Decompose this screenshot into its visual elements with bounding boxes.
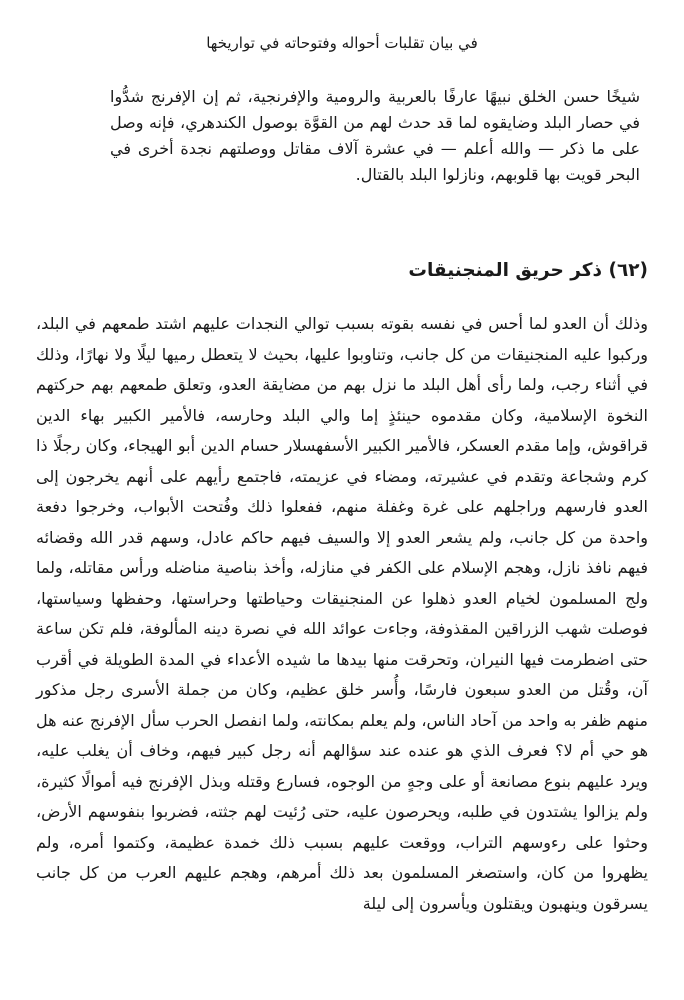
continued-paragraph-block (110, 84, 640, 188)
continued-paragraph: شيخًا حسن الخلق نبيهًا عارفًا بالعربية والرومية والإفرنجية، ثم إن الإفرنج شدُّوا في حصار البلد وضايقوه لما قد حدث لهم من القوَّة بوصول الكندهري، فإنه وصل على ما ذكر — والله أعلم — في عشرة آلاف مقاتل ووصلتهم نجدة أخرى في البحر قويت بها قلوبهم، ونازلوا البلد بالقتال. (110, 87, 640, 184)
section-body-block (36, 309, 648, 919)
section-body-paragraph: وذلك أن العدو لما أحس في نفسه بقوته بسبب توالي النجدات عليهم اشتد طمعهم في البلد، وركبوا عليه المنجنيقات من كل جانب، وتناوبوا عليها، بحيث لا يتعطل رميها ليلًا ولا نهارًا، وذلك في أثناء رجب، ولما رأى أهل البلد ما نزل بهم من مضايقة العدو، وتعلق طمعهم بهم حركتهم النخوة الإسلامية، وكان مقدموه حينئذٍ إما والي البلد وحارسه، فالأمير الكبير بهاء الدين قراقوش، وإما مقدم العسكر، فالأمير الكبير الأسفهسلار حسام الدين أبو الهيجاء، وكان رجلًا ذا كرم وشجاعة وتقدم في عشيرته، ومضاء في عزيمته، فاجتمع رأيهم على أنهم يخرجون إلى العدو فارسهم وراجلهم على غرة وغفلة منهم، ففعلوا ذلك وفُتحت الأبواب، وخرجوا دفعة واحدة من كل جانب، ولم يشعر العدو إلا والسيف فيهم حاكم عادل، وسهم قدر الله وقضائه فيهم نافذ نازل، وهجم الإسلام على الكفر في منازله، وأخذ بناصية مناضله ورأس مقاتله، ولما ولج المسلمون لخيام العدو ذهلوا عن المنجنيقات وحياطتها وحراستها، وحفظها وسياستها، فوصلت شهب الزراقين المقذوفة، وجاءت عوائد الله في نصرة دينه المألوفة، فلم تكن ساعة حتى اضطرمت فيها النيران، وتحرقت منها بيدها ما شيده الأعداء في المدة الطويلة في أقرب آن، وقُتل من العدو سبعون فارسًا، وأُسر خلق عظيم، وكان من جملة الأسرى رجل مذكور منهم ظفر به واحد من آحاد الناس، ولم يعلم بمكانته، ولما انفصل الحرب سأل الإفرنج عنه هل هو حي أم لا؟ فعرف الذي هو عنده عند سؤالهم أنه رجل كبير فيهم، وخاف أن يغلب عليه، ويرد عليهم بنوع مصانعة أو على وجهٍ من الوجوه، فسارع وقتله وبذل الإفرنج فيه أموالًا كثيرة، ولم يزالوا يشتدون في طلبه، ويحرصون عليه، حتى رُئيت لهم جثته، فضربوا بنفوسهم الأرض، وحثوا على رءوسهم التراب، ووقعت عليهم بسبب ذلك خمدة عظيمة، وكتموا أمره، ولم يظهروا من كان، واستصغر المسلمون بعد ذلك أمرهم، وهجم عليهم العرب من كل جانب يسرقون وينهبون ويقتلون ويأسرون إلى ليلة (36, 314, 648, 913)
running-header: في بيان تقلبات أحواله وفتوحاته في تواريخها (206, 34, 478, 52)
section-heading: (٦٢) ذكر حريق المنجنيقات (408, 260, 648, 281)
